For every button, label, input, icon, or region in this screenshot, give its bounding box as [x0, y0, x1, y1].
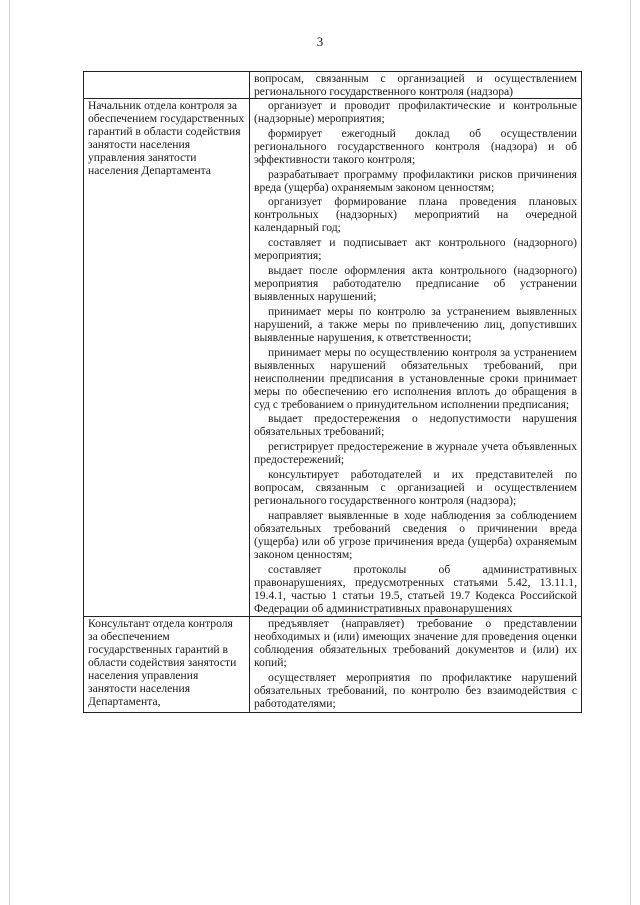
duty-item: организует и проводит профилактические и контрольные (надзорные) мероприятия;	[254, 99, 577, 125]
duty-item: выдает предостережения о недопустимости нарушения обязательных требований;	[254, 412, 577, 439]
duty-item: выдает после оформления акта контрольного (надзорного) мероприятия работодателю предписание об устранении выявленных нарушений;	[254, 263, 577, 303]
duty-item: регистрирует предостережение в журнале учета объявленных предостережений;	[254, 440, 577, 467]
duties-cell	[250, 72, 582, 99]
duty-item: направляет выявленные в ходе наблюдения за соблюдением обязательных требований сведения о причинении вреда (ущерба) или об угрозе причинения вреда (ущерба) охраняемым законом ценностям;	[254, 508, 577, 561]
duty-item: разрабатывает программу профилактики рисков причинения вреда (ущерба) охраняемым законом ценностям;	[254, 167, 577, 194]
duty-item: консультирует работодателей и их представителей по вопросам, связанным с организацией и осуществлением регионального государственного контроля (надзора);	[254, 467, 577, 507]
duty-item: принимает меры по контролю за устранением выявленных нарушений, а также меры по привлечению лиц, допустивших выявленные нарушения, к ответственности;	[254, 304, 577, 344]
duty-item: вопросам, связанным с организацией и осуществлением регионального государственного контроля (надзора)	[254, 72, 577, 98]
table-row	[84, 617, 582, 713]
position-cell	[84, 72, 250, 99]
duties-cell	[250, 617, 582, 713]
duty-item: формирует ежегодный доклад об осуществлении регионального государственного контроля (надзора) и об эффективности такого контроля;	[254, 126, 577, 166]
position-text: Начальник отдела контроля за обеспечением государственных гарантий в области содействия занятости населения управления занятости населения Департамента	[88, 99, 245, 177]
table-row	[84, 99, 582, 617]
scan-edge-right	[630, 0, 631, 905]
duty-item: осуществляет мероприятия по профилактике нарушений обязательных требований, по контролю без взаимодействия с работодателями;	[254, 671, 577, 711]
duty-item: составляет и подписывает акт контрольного (надзорного) мероприятия;	[254, 236, 577, 263]
duties-cell	[250, 99, 582, 617]
scan-edge-left	[9, 0, 10, 905]
position-cell	[84, 99, 250, 617]
position-text: Консультант отдела контроля за обеспечением государственных гарантий в области содействия занятости населения управления занятости населения Департамента,	[88, 617, 237, 709]
duty-item: составляет протоколы об административных правонарушениях, предусмотренных статьями 5.42, 13.11.1, 19.4.1, частью 1 статьи 19.5, статьей 19.7 Кодекса Российской Федерации об административных правонарушениях	[254, 562, 577, 615]
position-cell	[84, 617, 250, 713]
duty-item: принимает меры по осуществлению контроля за устранением выявленных нарушений обязательных требований, при неисполнении предписания в установленные сроки принимает меры по обеспечению его исполнения вплоть до обращения в суд с требованием о принудительном исполнении предписания;	[254, 345, 577, 411]
duty-item: организует формирование плана проведения плановых контрольных (надзорных) мероприятий на очередной календарный год;	[254, 195, 577, 235]
page-number: 3	[316, 34, 324, 49]
table-row	[84, 72, 582, 99]
duties-table	[83, 71, 582, 713]
duty-item: предъявляет (направляет) требование о представлении необходимых и (или) имеющих значение для проведения оценки соблюдения обязательных требований документов и (или) их копий;	[254, 617, 577, 670]
